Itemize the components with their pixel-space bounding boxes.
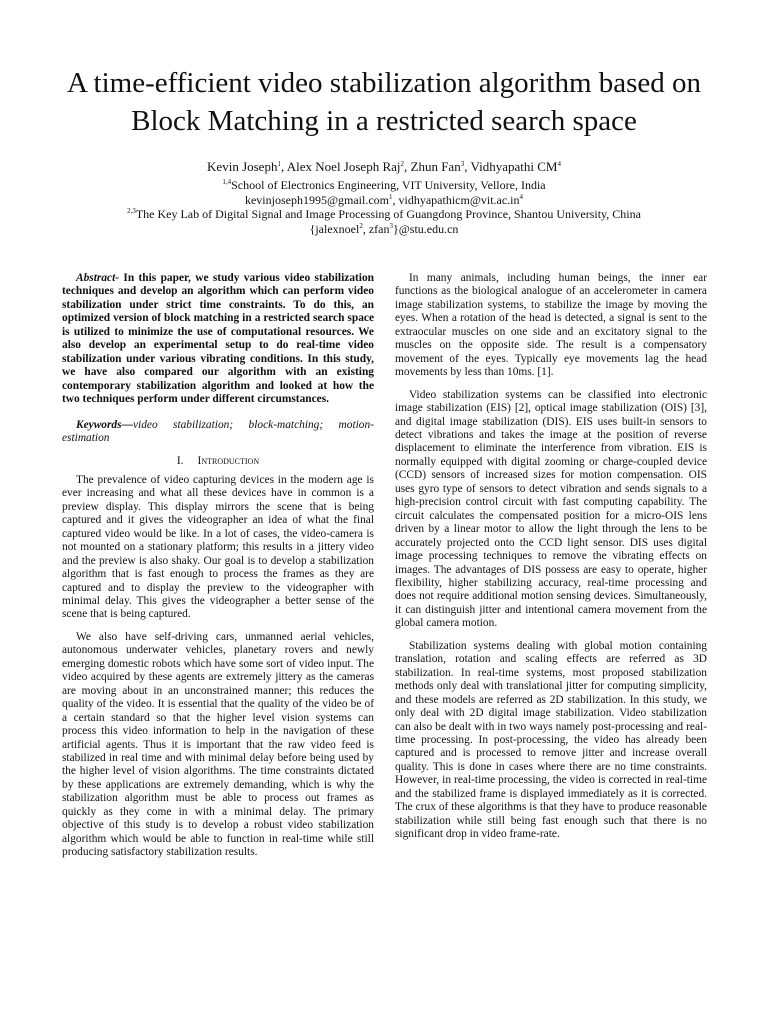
emails-2: {jalexnoel$^2$, zfan$^3$}@stu.edu.cn bbox=[309, 221, 459, 236]
author-names: Kevin Joseph$^1$, Alex Noel Joseph Raj$^2$, Zhun Fan$^3$, Vidhyapathi $CM^4$ bbox=[207, 159, 561, 174]
abstract bbox=[62, 272, 374, 407]
section-heading bbox=[62, 455, 374, 468]
author-name: Zhun Fan bbox=[410, 159, 461, 174]
body-paragraph: The prevalence of video capturing devices in the modern age is ever increasing and what all these devices have in common is a preview display. This display mirrors the scene that is being captured and it gives the videographer an idea of what the final captured video would be like. In a lot of cases, the video-camera is not mounted on a stationary platform; this results in a jittery video and the preview is also shaky. Our goal is to develop a stabilization algorithm that is fast enough to process the frames as they are captured and to display the preview to the videographer with minimal delay. This gives the videographer a better sense of the scene that is being captured. bbox=[62, 473, 374, 621]
paper-title: A time-efficient video stabilization algorithm based on Block Matching in a restricted search space bbox=[66, 67, 702, 137]
section-title: Introduction bbox=[197, 455, 260, 468]
body-paragraph: Video stabilization systems can be classified into electronic image stabilization (EIS) [2], optical image stabilization (OIS) [3], and digital image stabilization (DIS). EIS uses built-in sensors to detect vibrations and takes the image at the position of reverse displacement to eliminate the interference from vibration. EIS is normally equipped with digital zooming or charge-coupled device (CCD) sensors of increased sizes for motion compensation. OIS uses gyro type of sensors to detect vibration and sends signals to a high-precision control circuit with fast computing capability. The circuit calculates the compensated position for a micro-OIS lens driven by a linear motor to allow the light through the lens to be accurately projected onto the CCD light sensor. DIS uses digital image processing techniques to remove the vibrating effects on images. The advantages of DIS possess are easy to operate, higher flexibility, higher stabilizing accuracy, real-time processing and does not require additional motion sensing devices. Simultaneously, it can distinguish jitter and intentional camera movement from the global camera motion. bbox=[395, 388, 707, 630]
author-name: Kevin Joseph bbox=[207, 159, 278, 174]
author-sup: 3 bbox=[460, 160, 465, 168]
email-link[interactable]: vidhyapathicm@vit.ac.in bbox=[398, 192, 520, 207]
left-column bbox=[62, 272, 374, 869]
author-sup: 1 bbox=[277, 160, 281, 168]
emails-1: kevinjoseph1995@gmail.com$^1$, $vidhyapathicm@vit.ac.in^4$ bbox=[244, 192, 524, 207]
affiliation-1: $^{1,4}$School of Electronics Engineering, VIT University, Vellore, India bbox=[222, 178, 546, 192]
author-block bbox=[60, 158, 708, 236]
body-paragraph: We also have self-driving cars, unmanned aerial vehicles, autonomous underwater vehicles, planetary rovers and newly emerging domestic robots which have some sort of video input. The video acquired by these agents are extremely jittery as the cameras are moving about in an unconstrained manner; this reduces the quality of the video. It is essential that the quality of the video be of a certain standard so that the higher level vision systems can process this video information to help in the navigation of these artificial agents. Thus it is important that the raw video feed is stabilized in real time and with minimal delay before being used by the higher level of vision algorithms. The time constraints dictated by these applications are extremely demanding, which is why the stabilization algorithm must be able to process out frames as quickly as they come in with a minimal delay. The primary objective of this study is to develop a robust video stabilization algorithm which would be able to function in real-time while still producing satisfactory stabilization results. bbox=[62, 630, 374, 859]
author-name: Alex Noel Joseph Raj bbox=[286, 159, 401, 174]
right-column bbox=[395, 272, 707, 851]
keywords bbox=[62, 419, 374, 446]
affiliation-2: $^{2,3}$The Key Lab of Digital Signal and Image Processing of Guangdong Province, Shantou University, China bbox=[127, 207, 641, 221]
abstract-label: Abstract- bbox=[76, 272, 120, 284]
email-link[interactable]: kevinjoseph1995@gmail.com bbox=[244, 192, 389, 207]
body-paragraph: Stabilization systems dealing with global motion containing translation, rotation and scaling effects are referred as 3D stabilization. In real-time systems, most proposed stabilization methods only deal with translational jitter for computing simplicity, and these models are referred as 2D stabilization. In this study, we only deal with 2D digital image stabilization. Video stabilization can also be dealt with in two ways namely post-processing and real-time processing. In post-processing, the video has already been captured and is processed to remove jitter and increase overall quality. This is done in cases where there are no time constraints. However, in real-time processing, the video is corrected in real-time and the stabilized frame is displayed immediately as it is corrected. The crux of these algorithms is that they have to produce reasonable stabilization while still being fast enough such that there is no significant drop in video frame-rate. bbox=[395, 639, 707, 841]
keywords-text: video stabilization; block-matching; motion-estimation bbox=[62, 418, 374, 444]
author-sup: 2 bbox=[400, 160, 404, 168]
keywords-label: Keywords— bbox=[76, 418, 133, 431]
author-sup: 4 bbox=[557, 160, 561, 168]
author-name: Vidhyapathi CM bbox=[470, 159, 558, 174]
body-paragraph: In many animals, including human beings, the inner ear functions as the biological analogue of an accelerometer in camera image stabilization systems, to stabilize the image by moving the eyes. When a rotation of the head is detected, a signal is sent to the extraocular muscles on one side and an excitatory signal to the muscles on the opposite side. The result is a compensatory movement of the eyes. Typically eye movements lag the head movements by less than 10ms. [1]. bbox=[395, 272, 707, 379]
abstract-text: In this paper, we study various video stabilization techniques and develop an algorithm which can perform video stabilization under strict time constraints. To do this, an optimized version of block matching in a restricted search space is utilized to minimize the use of computational resources. We also develop an experimental setup to do real-time video stabilization under various vibrating conditions. In this study, we have also compared our algorithm with an existing contemporary stabilization algorithm and looked at how the two techniques perform under different circumstances. bbox=[62, 272, 374, 406]
section-number: I. bbox=[176, 455, 184, 468]
